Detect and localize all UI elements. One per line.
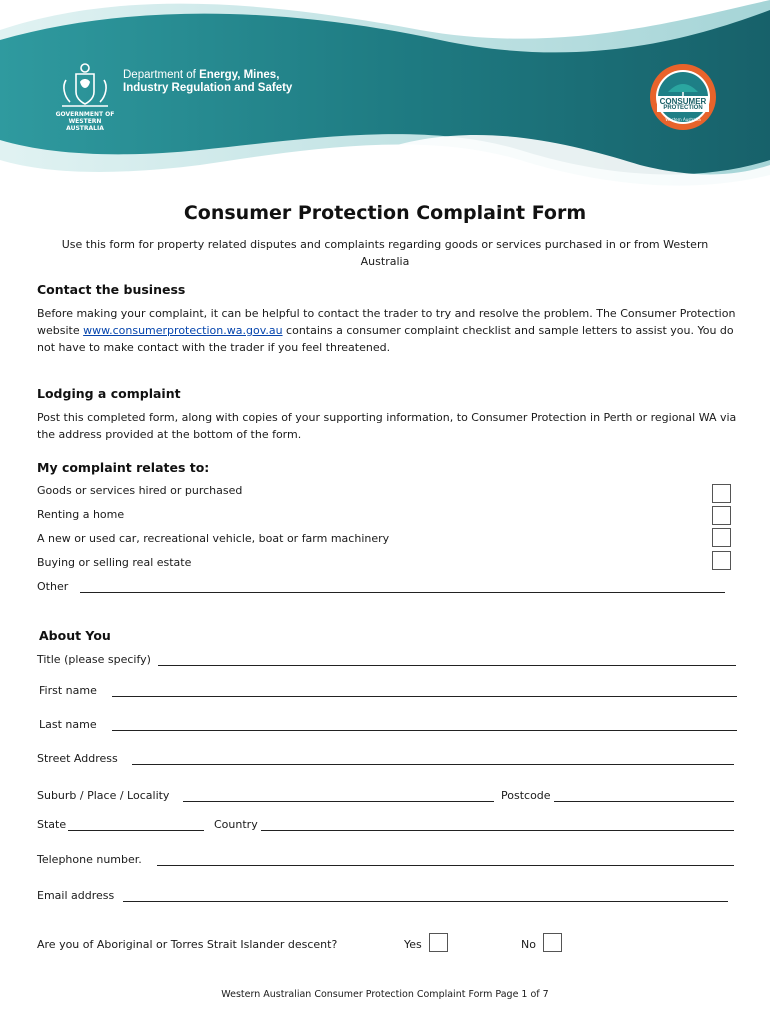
state-label: State — [37, 818, 67, 831]
first-name-label: First name — [39, 684, 97, 697]
about-heading: About You — [39, 628, 111, 643]
first-name-input-line[interactable] — [112, 696, 737, 697]
consumer-protection-link[interactable]: www.consumerprotection.wa.gov.au — [83, 324, 283, 337]
option-realestate-checkbox[interactable] — [712, 551, 731, 570]
logo-text-consumer: CONSUMER — [659, 97, 707, 106]
no-label: No — [521, 938, 536, 951]
option-goods-label: Goods or services hired or purchased — [37, 484, 243, 497]
option-goods-checkbox[interactable] — [712, 484, 731, 503]
other-input-line[interactable] — [80, 592, 725, 593]
logo-text-arc: Western Australia — [665, 117, 701, 122]
consumer-protection-logo — [648, 62, 718, 132]
option-other-label: Other — [37, 580, 69, 593]
logo-text-protection: PROTECTION — [663, 105, 703, 111]
postcode-input-line[interactable] — [554, 801, 734, 802]
government-of-wa-label: GOVERNMENT OF WESTERN AUSTRALIA — [55, 111, 115, 132]
email-label: Email address — [37, 889, 115, 902]
aboriginal-question-label: Are you of Aboriginal or Torres Strait Islander descent? — [37, 938, 338, 951]
contact-heading: Contact the business — [37, 282, 186, 297]
suburb-label: Suburb / Place / Locality — [37, 789, 170, 802]
last-name-input-line[interactable] — [112, 730, 737, 731]
telephone-label: Telephone number. — [37, 853, 142, 866]
last-name-label: Last name — [39, 718, 97, 731]
option-vehicle-label: A new or used car, recreational vehicle, boat or farm machinery — [37, 532, 390, 545]
lodging-paragraph: Post this completed form, along with copies of your supporting information, to Consumer Protection in Perth or regional WA via the address provided at the bottom of the form. — [37, 411, 737, 441]
option-renting-checkbox[interactable] — [712, 506, 731, 525]
country-input-line[interactable] — [261, 830, 734, 831]
country-label: Country — [214, 818, 258, 831]
street-address-label: Street Address — [37, 752, 118, 765]
page-subtitle: Use this form for property related disputes and complaints regarding goods or services purchased in or from Western Australia — [61, 238, 709, 268]
yes-label: Yes — [404, 938, 422, 951]
no-checkbox[interactable] — [543, 933, 562, 952]
coat-of-arms-icon — [52, 60, 118, 112]
suburb-input-line[interactable] — [183, 801, 494, 802]
relates-heading: My complaint relates to: — [37, 460, 210, 475]
telephone-input-line[interactable] — [157, 865, 734, 866]
page-footer: Western Australian Consumer Protection Complaint Form Page 1 of 7 — [221, 989, 549, 1000]
title-label: Title (please specify) — [37, 653, 151, 666]
yes-checkbox[interactable] — [429, 933, 448, 952]
option-renting-label: Renting a home — [37, 508, 125, 521]
lodging-heading: Lodging a complaint — [37, 386, 181, 401]
email-input-line[interactable] — [123, 901, 728, 902]
contact-paragraph: Before making your complaint, it can be helpful to contact the trader to try and resolve the problem. The Consumer Protection website www.consumerprotection.wa.gov.au contains a consumer complaint checklist and sample letters to assist you. You do not have to make contact with the trader if you feel threatened. — [37, 307, 736, 354]
option-vehicle-checkbox[interactable] — [712, 528, 731, 547]
title-input-line[interactable] — [158, 665, 736, 666]
department-name: Department of Energy, Mines, Industry Regulation and Safety — [123, 69, 293, 94]
page-title: Consumer Protection Complaint Form — [183, 202, 587, 224]
state-input-line[interactable] — [68, 830, 204, 831]
option-realestate-label: Buying or selling real estate — [37, 556, 192, 569]
street-address-input-line[interactable] — [132, 764, 734, 765]
postcode-label: Postcode — [501, 789, 551, 802]
